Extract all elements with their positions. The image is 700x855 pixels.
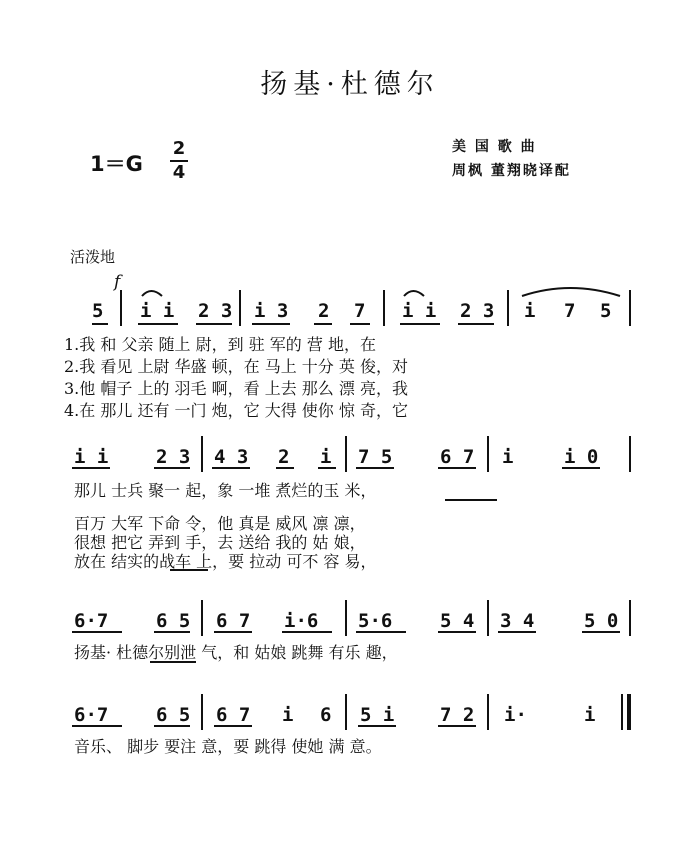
note-group: 6·7 (74, 610, 109, 632)
note-group: 6 5 (156, 610, 191, 632)
note-group: i i (402, 300, 437, 322)
key-signature: 1＝G (90, 152, 143, 176)
note-group: 3 4 (500, 610, 535, 632)
note-group: i (320, 446, 332, 468)
note-group: 2 (318, 300, 330, 322)
lyric-verse-1: 1.我 和 父亲 随上 尉，到 驻 军的 营 地，在 (64, 335, 376, 354)
time-signature-bottom: 4 (172, 162, 186, 183)
note-group: 7 (564, 300, 576, 322)
dynamic-marking: f (114, 272, 121, 292)
credit-origin: 美 国 歌 曲 (452, 139, 537, 155)
note-group: 7 (354, 300, 366, 322)
note-group: 5 i (360, 704, 395, 726)
note-group: 2 3 (156, 446, 191, 468)
note-group: 6 7 (440, 446, 475, 468)
lyric-refrain: 音乐、 脚步 要注 意，要 跳得 使她 满 意。 (74, 737, 382, 756)
note-group: 6 7 (216, 610, 251, 632)
note-group: 7 2 (440, 704, 475, 726)
credit-translators: 周枫 董翔晓译配 (452, 163, 571, 179)
note-group: i·6 (284, 610, 319, 632)
note-group: i 0 (564, 446, 599, 468)
note-group: 6 7 (216, 704, 251, 726)
note-group: i (282, 704, 294, 726)
note-group: 5 (92, 300, 104, 322)
note-group: 5·6 (358, 610, 393, 632)
song-title: 扬基·杜德尔 (260, 69, 440, 100)
note-group: 5 0 (584, 610, 619, 632)
note-group: i 3 (254, 300, 289, 322)
note-group: 5 (600, 300, 612, 322)
note-group: i (584, 704, 596, 726)
lyric-verse-1: 那儿 士兵 聚一 起，象 一堆 煮烂的玉 米， (74, 481, 377, 500)
lyric-verse-2: 2.我 看见 上尉 华盛 顿，在 马上 十分 英 俊，对 (64, 357, 408, 376)
note-group: i i (140, 300, 175, 322)
note-group: 6 (320, 704, 332, 726)
note-group: 2 3 (460, 300, 495, 322)
note-group: 6·7 (74, 704, 109, 726)
tempo-marking: 活泼地 (70, 248, 116, 266)
note-group: i (524, 300, 536, 322)
lyric-verse-3: 很想 把它 弄到 手，去 送给 我的 姑 娘， (74, 533, 366, 552)
note-group: i i (74, 446, 109, 468)
lyric-verse-4: 放在 结实的战车 上，要 拉动 可不 容 易， (74, 552, 377, 571)
note-group: i (502, 446, 514, 468)
note-group: 6 5 (156, 704, 191, 726)
note-group: 4 3 (214, 446, 249, 468)
lyric-verse-2: 百万 大军 下命 令，他 真是 威风 凛 凛， (74, 514, 366, 533)
time-signature-top: 2 (172, 138, 186, 159)
lyric-verse-3: 3.他 帽子 上的 羽毛 啊，看 上去 那么 漂 亮，我 (64, 379, 408, 398)
note-group: 2 3 (198, 300, 233, 322)
note-group: 2 (278, 446, 290, 468)
note-group: 7 5 (358, 446, 393, 468)
lyric-verse-4: 4.在 那儿 还有 一门 炮，它 大得 使你 惊 奇，它 (64, 401, 408, 420)
note-group: i· (504, 704, 527, 726)
note-group: 5 4 (440, 610, 475, 632)
lyric-refrain: 扬基· 杜德尔别泄 气，和 姑娘 跳舞 有乐 趣， (74, 643, 398, 662)
